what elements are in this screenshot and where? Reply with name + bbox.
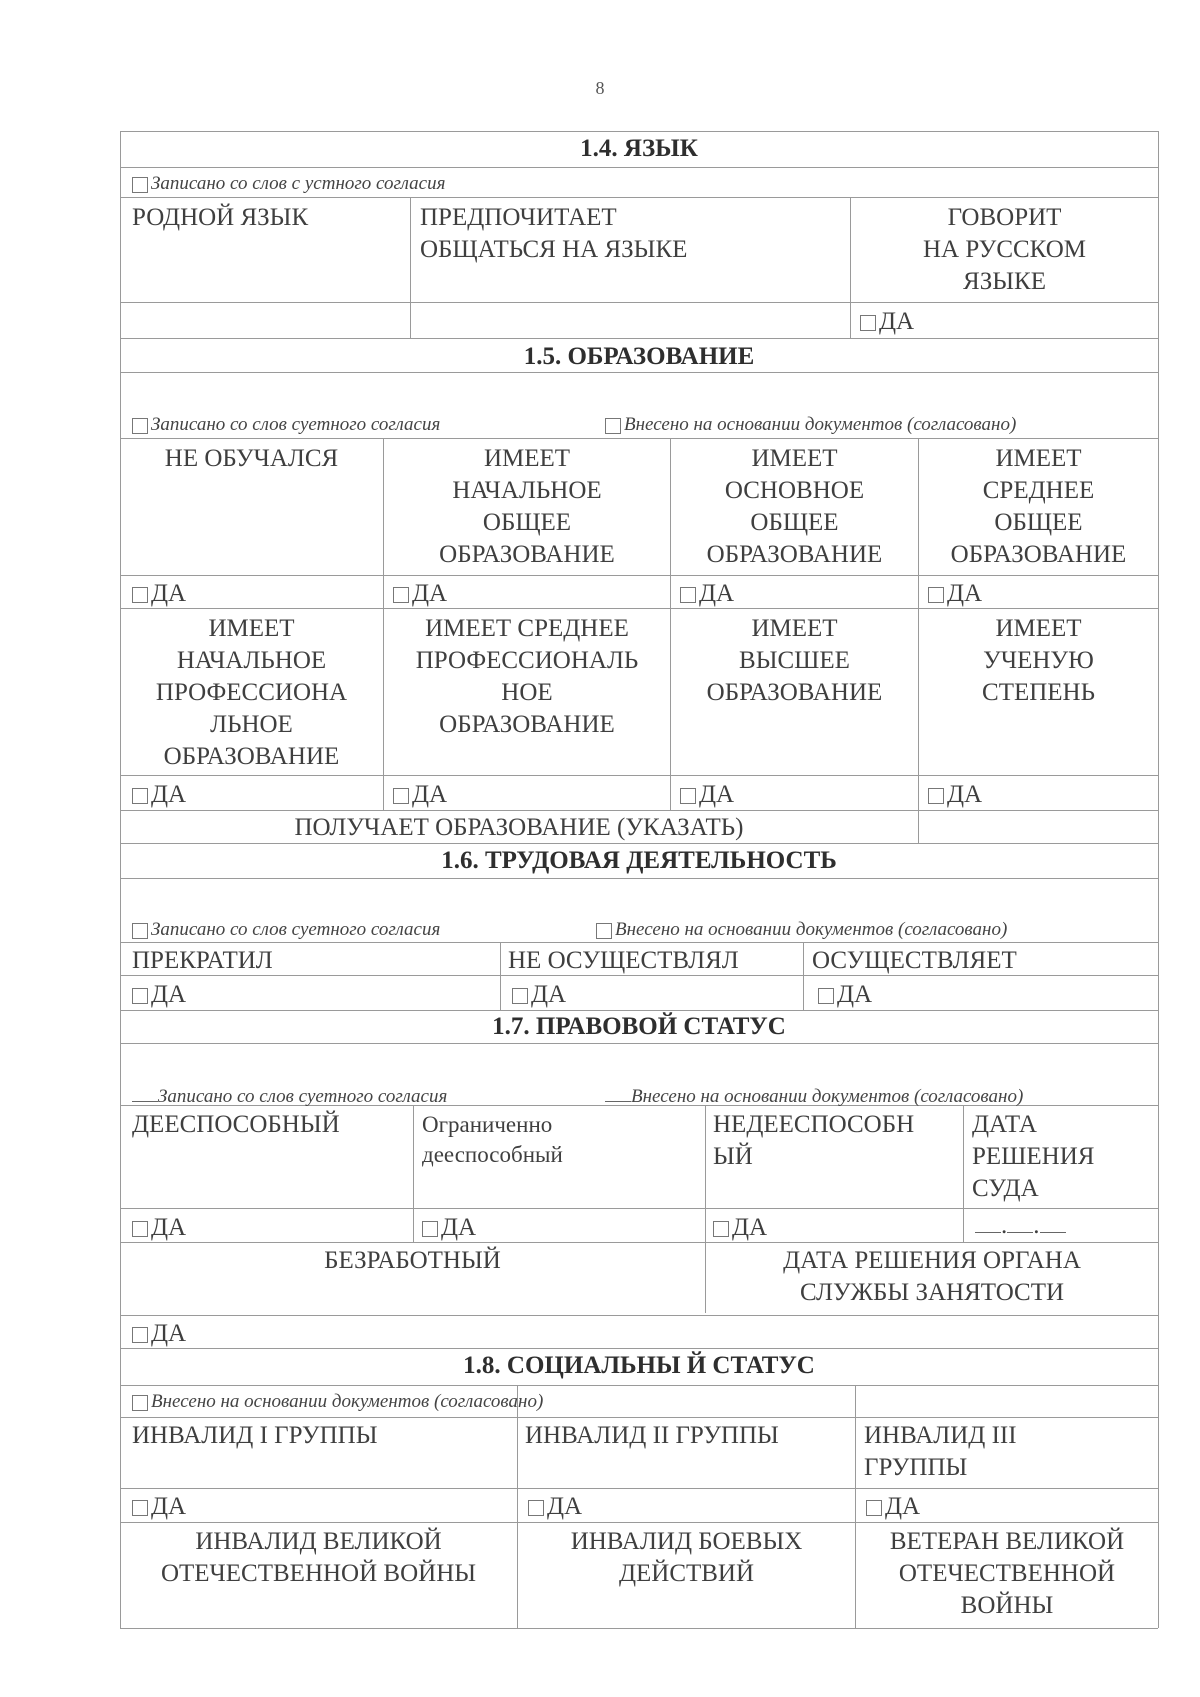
rule — [803, 942, 804, 1010]
work-stopped-yes[interactable]: ДА — [132, 979, 186, 1011]
rule — [120, 1208, 1158, 1209]
note-documents[interactable]: Внесено на основании документов (согласовано) — [605, 413, 1016, 437]
work-current-label: ОСУЩЕСТВЛЯЕТ — [812, 947, 1017, 974]
court-date-field[interactable]: . . — [975, 1210, 1066, 1242]
rule — [120, 810, 1158, 811]
checkbox-icon[interactable] — [132, 988, 148, 1004]
rule — [410, 197, 411, 338]
degree-label: ИМЕЕТ УЧЕНУЮ СТЕПЕНЬ — [982, 615, 1095, 706]
unemployed-yes[interactable]: ДА — [132, 1318, 186, 1350]
rule — [120, 775, 1158, 776]
primary-prof-label: ИМЕЕТ НАЧАЛЬНОЕ ПРОФЕССИОНА ЛЬНОЕ ОБРАЗОВАНИЕ — [155, 615, 348, 770]
secondary-prof-yes[interactable]: ДА — [393, 779, 447, 811]
checkbox-icon[interactable] — [393, 788, 409, 804]
note-documents[interactable]: Внесено на основании документов (согласовано) — [596, 918, 1007, 942]
incapable-label: НЕДЕЕСПОСОБН ЫЙ — [713, 1111, 915, 1170]
rule — [120, 302, 1158, 303]
checkbox-icon[interactable] — [393, 587, 409, 603]
secondary-general-label: ИМЕЕТ СРЕДНЕЕ ОБЩЕЕ ОБРАЗОВАНИЕ — [950, 445, 1127, 568]
native-language-label: РОДНОЙ ЯЗЫК — [132, 204, 309, 231]
checkbox-icon[interactable] — [860, 315, 876, 331]
disabled-group-1-label: ИНВАЛИД I ГРУППЫ — [132, 1422, 378, 1449]
disabled-group-3-yes[interactable]: ДА — [866, 1491, 920, 1523]
checkbox-icon[interactable] — [928, 788, 944, 804]
section-title-legal: 1.7. ПРАВОВОЙ СТАТУС — [492, 1013, 786, 1040]
checkbox-icon[interactable] — [132, 177, 148, 193]
note-oral-consent[interactable]: Записано со слов суетного согласия — [132, 413, 440, 437]
checkbox-icon[interactable] — [866, 1500, 882, 1516]
basic-general-label: ИМЕЕТ ОСНОВНОЕ ОБЩЕЕ ОБРАЗОВАНИЕ — [706, 445, 883, 568]
incapable-yes[interactable]: ДА — [713, 1212, 767, 1244]
blank-line[interactable] — [605, 1081, 631, 1102]
rule — [120, 1522, 1158, 1523]
employment-date-label: ДАТА РЕШЕНИЯ ОРГАНА СЛУЖБЫ ЗАНЯТОСТИ — [783, 1247, 1081, 1306]
disabled-group-3-label: ИНВАЛИД III ГРУППЫ — [864, 1422, 1017, 1481]
rule — [120, 167, 1158, 168]
work-never-yes[interactable]: ДА — [512, 979, 566, 1011]
section-title-language: 1.4. ЯЗЫК — [580, 135, 698, 162]
limited-label: Ограниченно дееспособный — [422, 1112, 563, 1167]
note-oral-consent[interactable]: Записано со слов с устного согласия — [132, 172, 445, 196]
blank-line[interactable] — [132, 1081, 158, 1102]
rule — [120, 1043, 1158, 1044]
checkbox-icon[interactable] — [132, 587, 148, 603]
checkbox-icon[interactable] — [132, 923, 148, 939]
speaks-russian-yes[interactable]: ДА — [860, 306, 914, 338]
court-date-label: ДАТА РЕШЕНИЯ СУДА — [972, 1111, 1095, 1202]
secondary-prof-label: ИМЕЕТ СРЕДНЕЕ ПРОФЕССИОНАЛЬ НОЕ ОБРАЗОВАНИЕ — [415, 615, 639, 738]
disabled-group-2-label: ИНВАЛИД II ГРУППЫ — [525, 1422, 779, 1449]
limited-yes[interactable]: ДА — [422, 1212, 476, 1244]
note-oral-consent[interactable]: Записано со слов суетного согласия — [132, 918, 440, 942]
not-studied-label: НЕ ОБУЧАЛСЯ — [164, 445, 339, 472]
rule — [120, 131, 1158, 132]
rule — [120, 372, 1158, 373]
section-title-social: 1.8. СОЦИАЛЬНЫ Й СТАТУС — [463, 1352, 815, 1379]
checkbox-icon[interactable] — [132, 1327, 148, 1343]
not-studied-yes[interactable]: ДА — [132, 578, 186, 610]
note-oral-consent[interactable]: Записано со слов суетного согласия — [132, 1081, 447, 1109]
checkbox-icon[interactable] — [132, 1395, 148, 1411]
rule — [413, 1105, 414, 1242]
studying-label: ПОЛУЧАЕТ ОБРАЗОВАНИЕ (УКАЗАТЬ) — [294, 814, 744, 841]
rule — [120, 1242, 1158, 1243]
capable-yes[interactable]: ДА — [132, 1212, 186, 1244]
higher-label: ИМЕЕТ ВЫСШЕЕ ОБРАЗОВАНИЕ — [706, 615, 883, 706]
checkbox-icon[interactable] — [605, 418, 621, 434]
primary-general-yes[interactable]: ДА — [393, 578, 447, 610]
rule — [120, 1010, 1158, 1011]
work-never-label: НЕ ОСУЩЕСТВЛЯЛ — [508, 947, 739, 974]
rule — [120, 942, 1158, 943]
checkbox-icon[interactable] — [512, 988, 528, 1004]
section-title-education: 1.5. ОБРАЗОВАНИЕ — [523, 343, 755, 370]
unemployed-label: БЕЗРАБОТНЫЙ — [324, 1247, 501, 1274]
disabled-group-2-yes[interactable]: ДА — [528, 1491, 582, 1523]
secondary-general-yes[interactable]: ДА — [928, 578, 982, 610]
rule — [120, 1417, 1158, 1418]
rule — [517, 1385, 518, 1628]
rule — [120, 1628, 1158, 1629]
rule — [120, 1488, 1158, 1489]
preferred-language-label: ПРЕДПОЧИТАЕТ ОБЩАТЬСЯ НА ЯЗЫКЕ — [420, 204, 688, 263]
rule — [963, 1105, 964, 1242]
primary-general-label: ИМЕЕТ НАЧАЛЬНОЕ ОБЩЕЕ ОБРАЗОВАНИЕ — [439, 445, 615, 568]
checkbox-icon[interactable] — [132, 418, 148, 434]
work-current-yes[interactable]: ДА — [818, 979, 872, 1011]
rule — [850, 197, 851, 338]
rule — [120, 1348, 1158, 1349]
wwii-disabled-label: ИНВАЛИД ВЕЛИКОЙ ОТЕЧЕСТВЕННОЙ ВОЙНЫ — [160, 1528, 477, 1587]
rule — [120, 197, 1158, 198]
degree-yes[interactable]: ДА — [928, 779, 982, 811]
disabled-group-1-yes[interactable]: ДА — [132, 1491, 186, 1523]
primary-prof-yes[interactable]: ДА — [132, 779, 186, 811]
rule — [500, 942, 501, 1010]
rule — [1158, 131, 1159, 1628]
checkbox-icon[interactable] — [132, 1500, 148, 1516]
checkbox-icon[interactable] — [596, 923, 612, 939]
speaks-russian-label: ГОВОРИТ НА РУССКОМ ЯЗЫКЕ — [922, 204, 1087, 295]
combat-disabled-label: ИНВАЛИД БОЕВЫХ ДЕЙСТВИЙ — [570, 1528, 803, 1587]
work-stopped-label: ПРЕКРАТИЛ — [132, 947, 273, 974]
rule — [120, 438, 1158, 439]
checkbox-icon[interactable] — [680, 788, 696, 804]
basic-general-yes[interactable]: ДА — [680, 578, 734, 610]
capable-label: ДЕЕСПОСОБНЫЙ — [132, 1111, 340, 1138]
note-documents[interactable]: Внесено на основании документов (согласовано) — [132, 1390, 543, 1414]
checkbox-icon[interactable] — [928, 587, 944, 603]
checkbox-icon[interactable] — [713, 1221, 729, 1237]
checkbox-icon[interactable] — [132, 1221, 148, 1237]
checkbox-icon[interactable] — [528, 1500, 544, 1516]
checkbox-icon[interactable] — [818, 988, 834, 1004]
checkbox-icon[interactable] — [680, 587, 696, 603]
rule — [120, 1315, 1158, 1316]
page-number: 8 — [595, 78, 605, 98]
rule — [120, 878, 1158, 879]
higher-yes[interactable]: ДА — [680, 779, 734, 811]
checkbox-icon[interactable] — [422, 1221, 438, 1237]
rule — [120, 1385, 1158, 1386]
rule — [120, 608, 1158, 609]
rule — [120, 338, 1158, 339]
section-title-work: 1.6. ТРУДОВАЯ ДЕЯТЕЛЬНОСТЬ — [441, 847, 837, 874]
note-documents[interactable]: Внесено на основании документов (согласовано) — [605, 1081, 1023, 1109]
rule — [120, 575, 1158, 576]
checkbox-icon[interactable] — [132, 788, 148, 804]
wwii-veteran-label: ВЕТЕРАН ВЕЛИКОЙ ОТЕЧЕСТВЕННОЙ ВОЙНЫ — [889, 1528, 1125, 1619]
